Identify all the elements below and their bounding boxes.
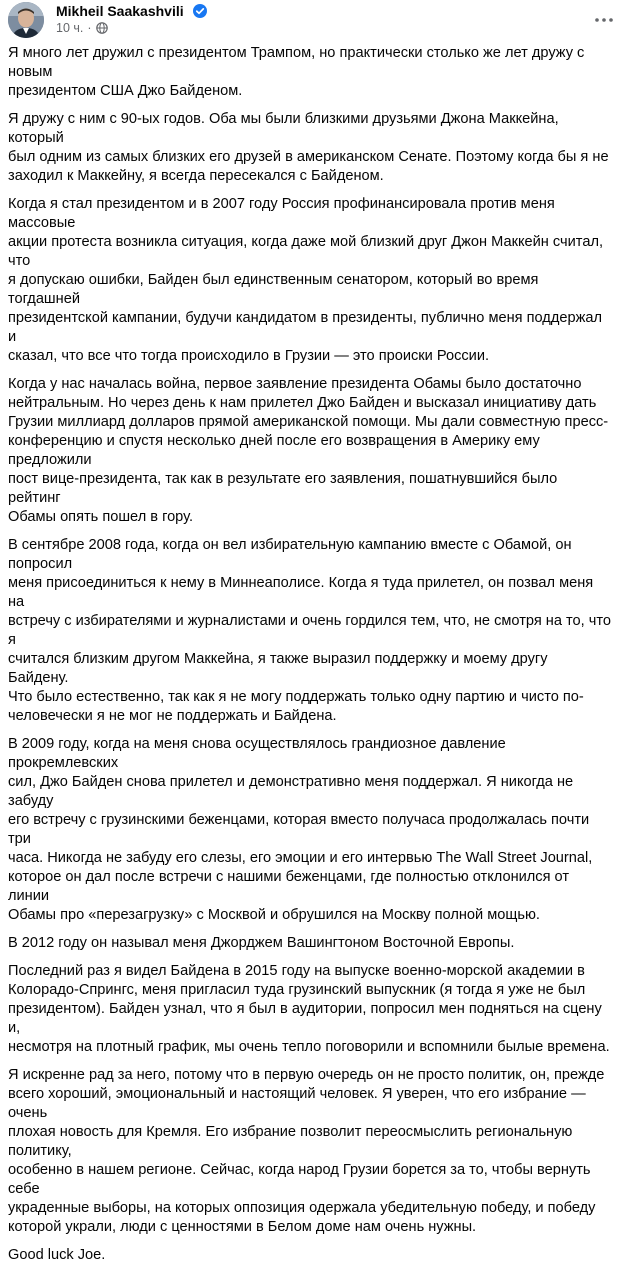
post-paragraph: [8, 375, 612, 527]
post-paragraph: [8, 934, 612, 953]
author-name-row: [56, 3, 207, 21]
paragraph-line: пост вице-президента, так как в результате его заявления, пошатнувшийся было рейтинг: [8, 471, 558, 506]
paragraph-line: Грузии миллиард долларов прямой американской помощи. Мы дали совместную пресс-: [8, 414, 609, 430]
more-options-button[interactable]: [590, 6, 618, 34]
post-paragraph: [8, 44, 612, 101]
post-timestamp[interactable]: 10 ч.: [56, 21, 84, 35]
paragraph-line: президентской кампании, будучи кандидатом в президенты, публично меня поддержал и: [8, 310, 602, 345]
paragraph-line: В сентябре 2008 года, когда он вел избирательную кампанию вместе с Обамой, он попросил: [8, 537, 572, 572]
paragraph-line: встречу с избирателями и журналистами и очень гордился тем, что, не смотря на то, что я: [8, 613, 612, 648]
paragraph-line: меня присоединиться к нему в Миннеаполисе. Когда я туда прилетел, он позвал меня на: [8, 575, 594, 610]
paragraph-line: всего хороший, эмоциональный и настоящий человек. Я уверен, что его избрание — очень: [8, 1086, 586, 1121]
verified-badge-icon: [193, 4, 207, 21]
paragraph-line: часа. Никогда не забуду его слезы, его эмоции и его интервью The Wall Street Journal,: [8, 850, 593, 866]
paragraph-line: сил, Джо Байден снова прилетел и демонстративно меня поддержал. Я никогда не забуду: [8, 774, 574, 809]
paragraph-line: нейтральным. Но через день к нам прилетел Джо Байден и высказал инициативу дать: [8, 395, 597, 411]
paragraph-line: Колорадо-Спрингс, меня пригласил туда грузинский выпускник (я тогда я уже не был: [8, 982, 586, 998]
paragraph-line: акции протеста возникла ситуация, когда даже мой близкий друг Джон Маккейн считал, что: [8, 234, 604, 269]
post-paragraph: [8, 1246, 612, 1265]
post-text: [8, 44, 612, 1274]
globe-icon[interactable]: [96, 22, 108, 37]
paragraph-line: Обамы опять пошел в гору.: [8, 509, 194, 525]
paragraph-line: Что было естественно, так как я не могу поддержать только одну партию и чисто по-: [8, 689, 584, 705]
paragraph-line: Я много лет дружил с президентом Трампом, но практически столько же лет дружу с новым: [8, 45, 585, 80]
avatar-photo: [8, 2, 44, 38]
post-paragraph: [8, 735, 612, 925]
paragraph-line: особенно в нашем регионе. Сейчас, когда народ Грузии борется за то, чтобы вернуть себе: [8, 1162, 591, 1197]
paragraph-line: человечески я не мог не поддержать и Байдена.: [8, 708, 337, 724]
paragraph-line: несмотря на плотный график, мы очень тепло поговорили и вспомнили былые времена.: [8, 1039, 610, 1055]
author-name[interactable]: Mikheil Saakashvili: [56, 3, 184, 19]
meta-separator: ·: [87, 21, 92, 35]
paragraph-line: Обамы про «перезагрузку» с Москвой и обрушился на Москву полной мощью.: [8, 907, 540, 923]
paragraph-line: Последний раз я видел Байдена в 2015 году на выпуске военно-морской академии в: [8, 963, 585, 979]
paragraph-line: конференцию и спустя несколько дней после его возвращения в Америку ему предложили: [8, 433, 540, 468]
paragraph-line: которой украли, люди с ценностями в Белом доме нам очень нужны.: [8, 1219, 477, 1235]
paragraph-line: президентом США Джо Байденом.: [8, 83, 243, 99]
more-options-icon: [595, 18, 613, 22]
paragraph-line: я допускаю ошибки, Байден был единственным сенатором, который во время тогдашней: [8, 272, 539, 307]
paragraph-line: был одним из самых близких его друзей в американском Сенате. Поэтому когда бы я не: [8, 149, 609, 165]
paragraph-line: которое он дал после встречи с нашими беженцами, где полностью отклонился от линии: [8, 869, 570, 904]
paragraph-line: Я искренне рад за него, потому что в первую очередь он не просто политик, он, прежде: [8, 1067, 605, 1083]
post-paragraph: [8, 110, 612, 186]
paragraph-line: В 2012 году он называл меня Джорджем Вашингтоном Восточной Европы.: [8, 935, 515, 951]
paragraph-line: Good luck Joe.: [8, 1247, 106, 1263]
post-paragraph: [8, 962, 612, 1057]
post-paragraph: [8, 1066, 612, 1237]
paragraph-line: плохая новость для Кремля. Его избрание позволит переосмыслить региональную политику,: [8, 1124, 573, 1159]
post-paragraph: [8, 536, 612, 726]
paragraph-line: заходил к Маккейну, я всегда пересекался с Байденом.: [8, 168, 384, 184]
avatar[interactable]: [8, 2, 44, 38]
paragraph-line: президентом). Байден узнал, что я был в аудитории, попросил мен подняться на сцену и,: [8, 1001, 602, 1036]
post-header: [0, 0, 626, 40]
paragraph-line: считался близким другом Маккейна, я также выразил поддержку и моему другу Байдену.: [8, 651, 548, 686]
paragraph-line: его встречу с грузинскими беженцами, которая вместо получаса продолжалась почти три: [8, 812, 590, 847]
post-paragraph: [8, 195, 612, 366]
paragraph-line: сказал, что все что тогда происходило в Грузии — это происки России.: [8, 348, 490, 364]
paragraph-line: украденные выборы, на которых оппозиция одержала убедительную победу, и победу: [8, 1200, 596, 1216]
paragraph-line: Я дружу с ним с 90-ых годов. Оба мы были близкими друзьями Джона Маккейна, который: [8, 111, 559, 146]
paragraph-line: Когда я стал президентом и в 2007 году Россия профинансировала против меня массовые: [8, 196, 555, 231]
post-meta: [56, 21, 108, 37]
paragraph-line: Когда у нас началась война, первое заявление президента Обамы было достаточно: [8, 376, 582, 392]
paragraph-line: В 2009 году, когда на меня снова осуществлялось грандиозное давление прокремлевских: [8, 736, 506, 771]
